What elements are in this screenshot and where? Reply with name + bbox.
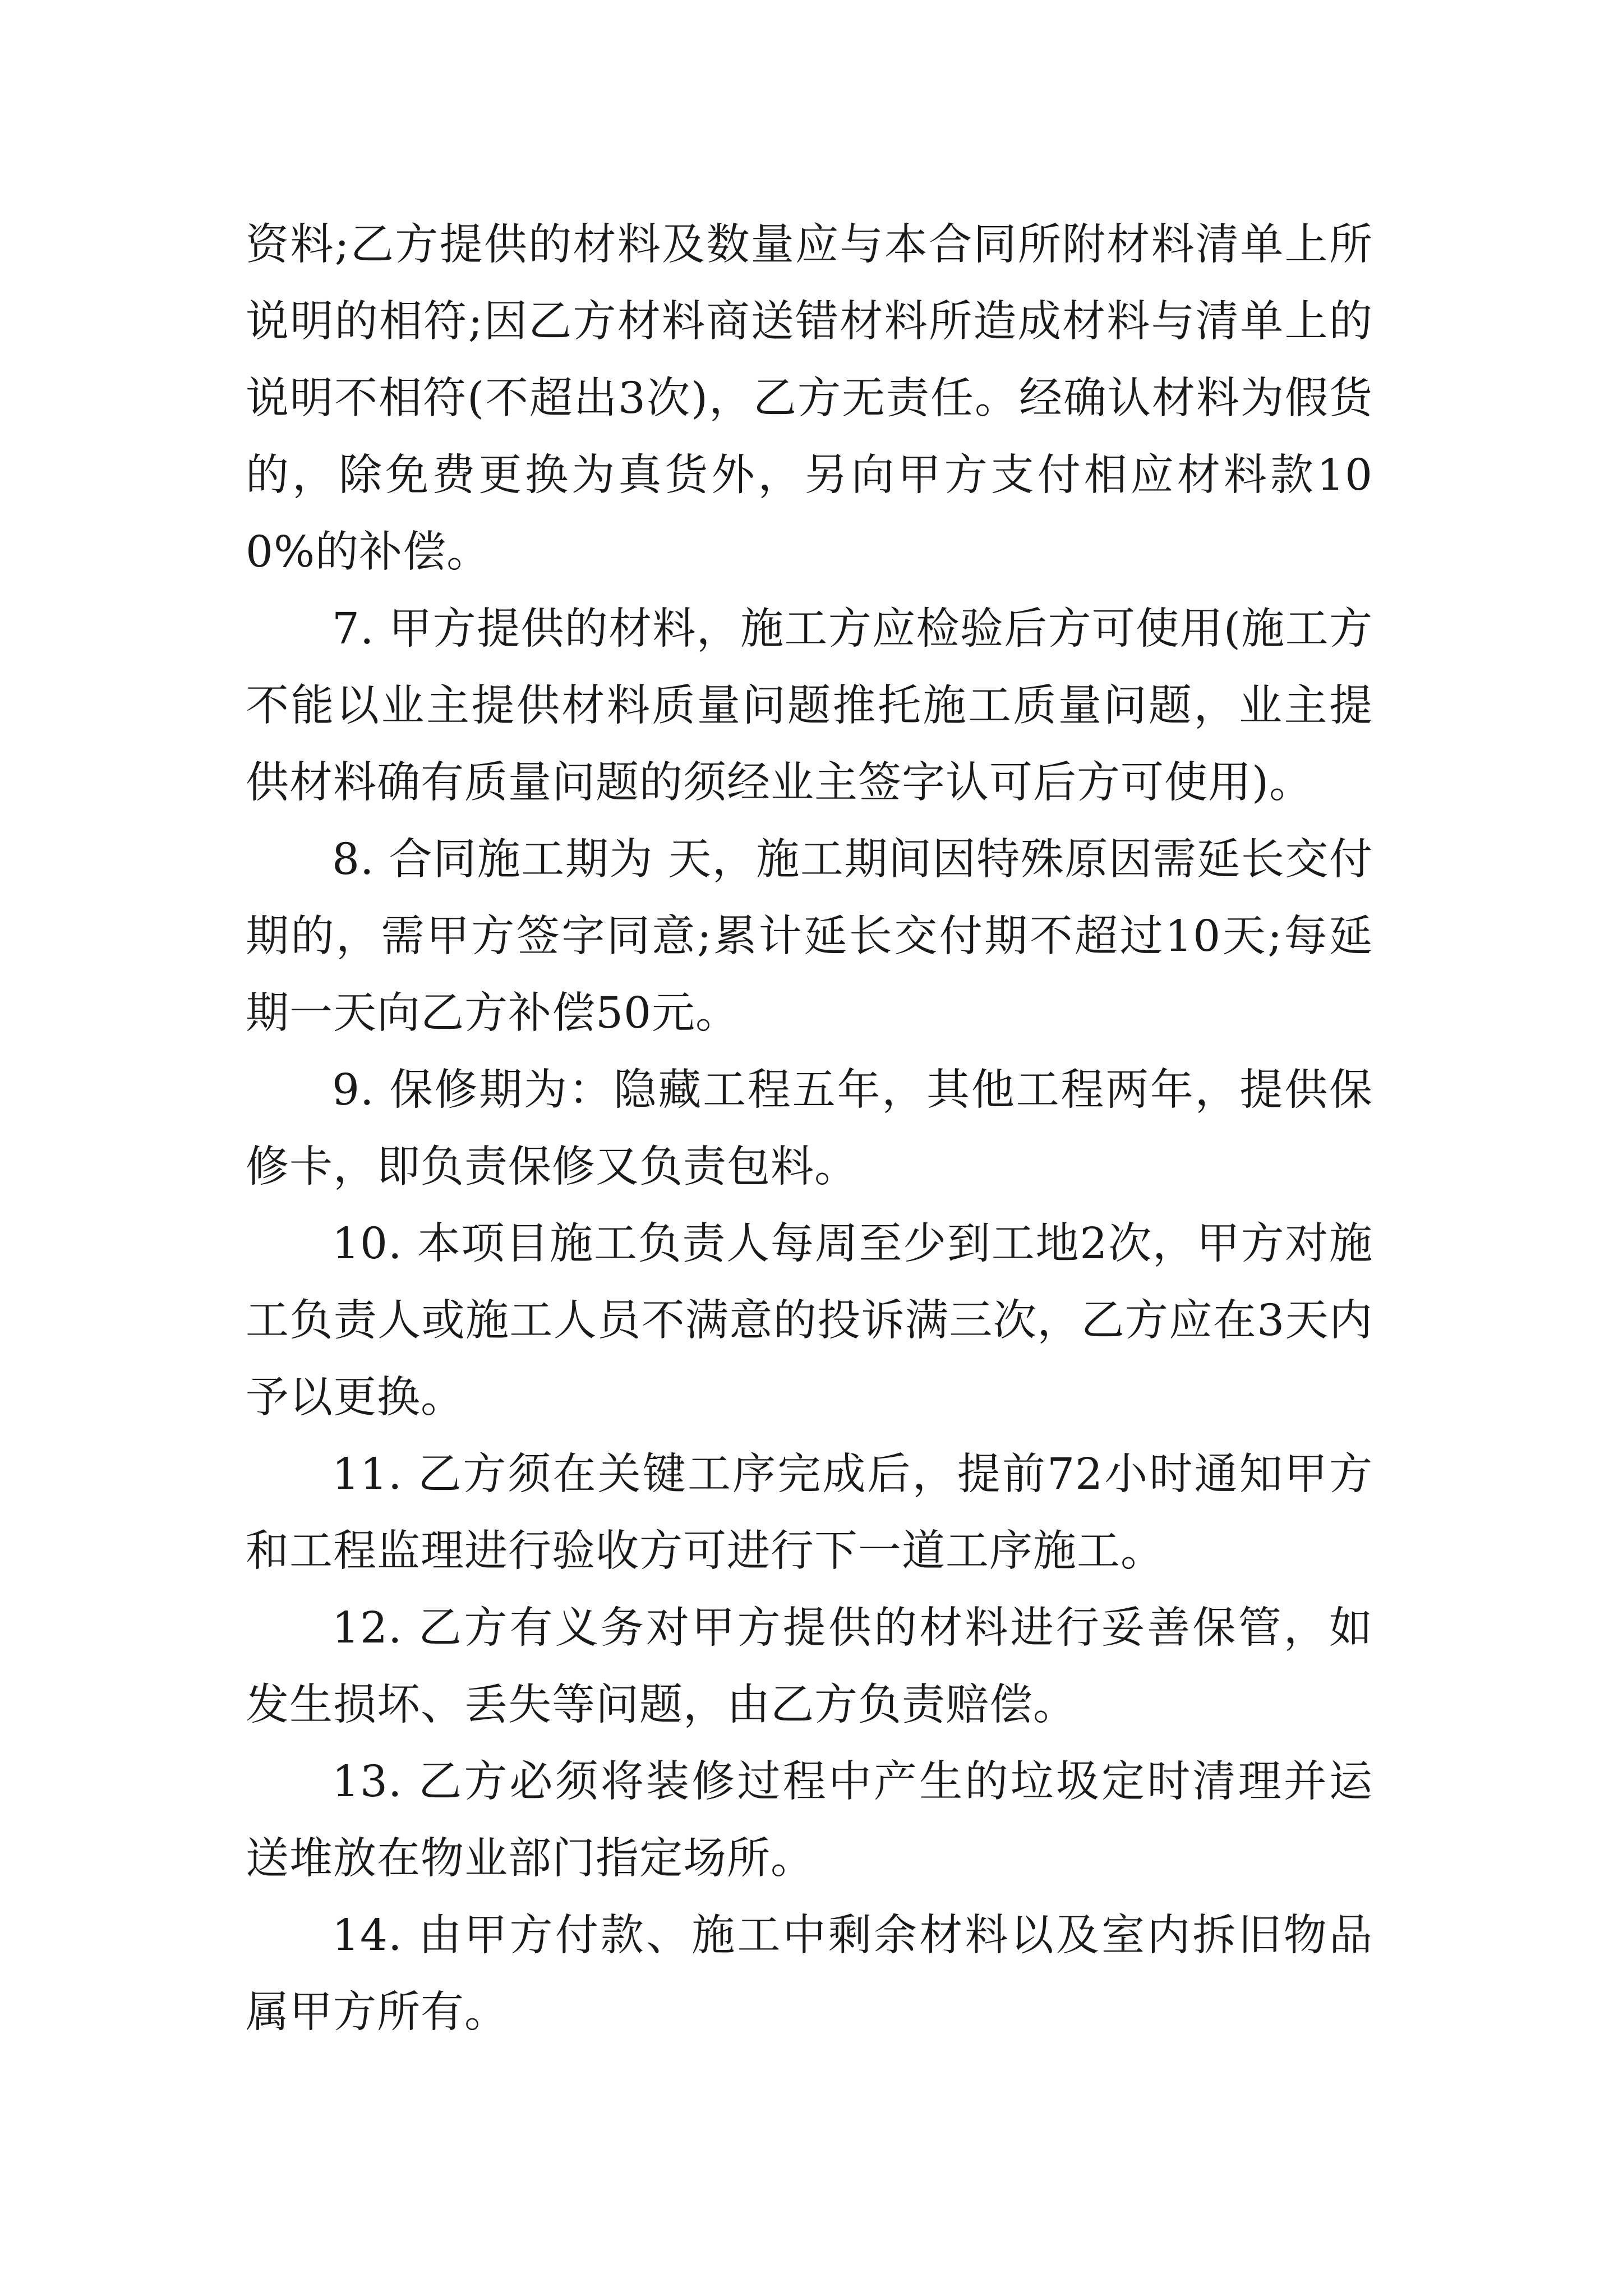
- clause-13: 13. 乙方必须将装修过程中产生的垃圾定时清理并运送堆放在物业部门指定场所。: [246, 1757, 1373, 1884]
- clause-12: 12. 乙方有义务对甲方提供的材料进行妥善保管，如发生损坏、丢失等问题，由乙方负责赔偿。: [246, 1603, 1373, 1730]
- clause-14: 14. 由甲方付款、施工中剩余材料以及室内拆旧物品属甲方所有。: [246, 1911, 1373, 2037]
- clause-9: 9. 保修期为：隐藏工程五年，其他工程两年，提供保修卡，即负责保修又负责包料。: [246, 1065, 1373, 1192]
- clause-10: 10. 本项目施工负责人每周至少到工地2次，甲方对施工负责人或施工人员不满意的投诉满三次，乙方应在3天内予以更换。: [246, 1219, 1373, 1423]
- paragraph-continuation: 资料;乙方提供的材料及数量应与本合同所附材料清单上所说明的相符;因乙方材料商送错材料所造成材料与清单上的说明不相符(不超出3次)，乙方无责任。经确认材料为假货的，除免费更换为真货外，另向甲方支付相应材料款100%的补偿。: [246, 220, 1373, 577]
- document-body: [246, 206, 1373, 2051]
- clause-11: 11. 乙方须在关键工序完成后，提前72小时通知甲方和工程监理进行验收方可进行下一道工序施工。: [246, 1450, 1373, 1576]
- clause-7: 7. 甲方提供的材料，施工方应检验后方可使用(施工方不能以业主提供材料质量问题推托施工质量问题，业主提供材料确有质量问题的须经业主签字认可后方可使用)。: [246, 604, 1373, 808]
- clause-8: 8. 合同施工期为 天，施工期间因特殊原因需延长交付期的，需甲方签字同意;累计延长交付期不超过10天;每延期一天向乙方补偿50元。: [246, 835, 1373, 1038]
